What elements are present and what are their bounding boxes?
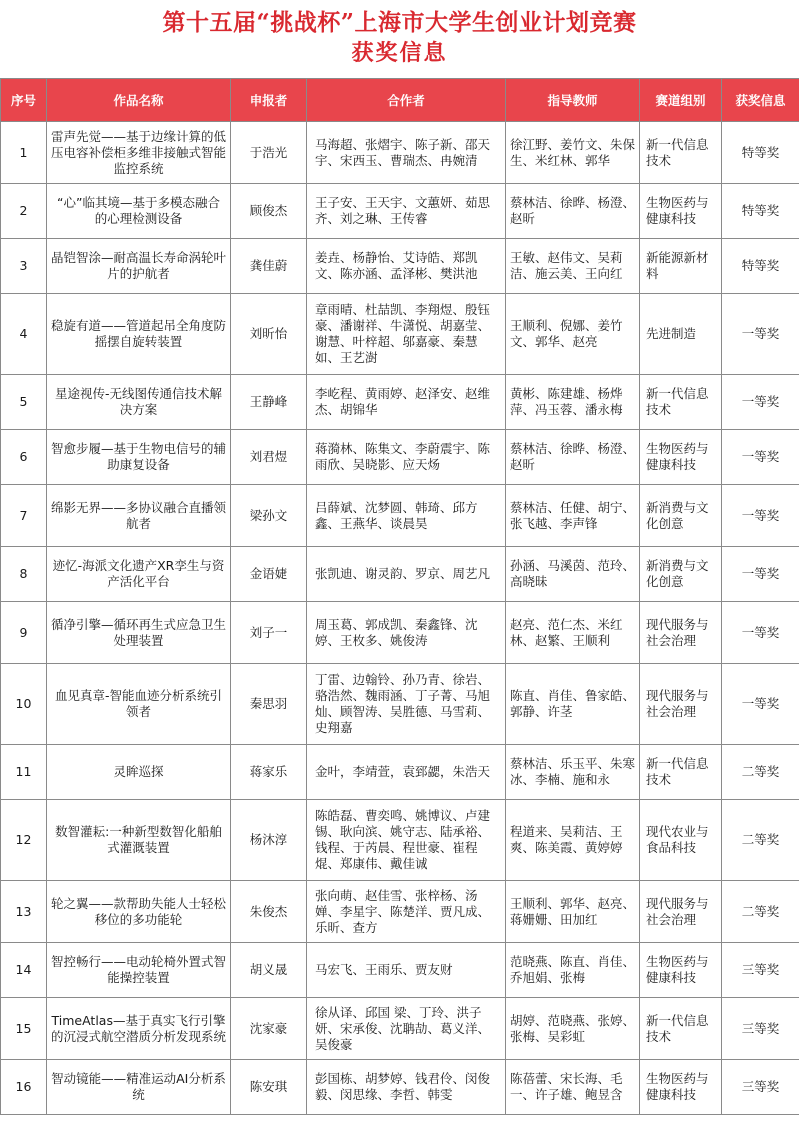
header-collaborators: 合作者 [307,79,506,122]
cell-index: 14 [1,943,47,998]
title-line-1: 第十五届“挑战杯”上海市大学生创业计划竞赛 [162,9,637,36]
table-row [1,602,799,664]
table-row [1,800,799,881]
cell-advisors: 蔡林洁、任健、胡宁、张飞越、李声锋 [506,485,640,547]
cell-advisors: 黄彬、陈建雄、杨烨萍、冯玉蓉、潘永梅 [506,375,640,430]
header-track-group: 赛道组别 [640,79,722,122]
cell-award: 一等奖 [722,375,799,430]
cell-advisors: 胡婷、范晓燕、张婷、张梅、吴彩虹 [506,998,640,1060]
cell-applicant: 刘子一 [231,602,307,664]
cell-index: 11 [1,745,47,800]
cell-advisors: 范晓燕、陈直、肖佳、乔旭娟、张梅 [506,943,640,998]
cell-award: 一等奖 [722,485,799,547]
cell-index: 6 [1,430,47,485]
cell-track-group: 现代农业与食品科技 [640,800,722,881]
cell-project-name: 绵影无界——多协议融合直播领航者 [47,485,231,547]
cell-index: 13 [1,881,47,943]
table-row [1,998,799,1060]
cell-index: 15 [1,998,47,1060]
table-row [1,184,799,239]
cell-applicant: 胡义晟 [231,943,307,998]
cell-collaborators: 丁雷、边翰铃、孙乃青、徐岩、骆浩然、魏雨涵、丁子菁、马旭灿、顾智涛、吴胜德、马雪莉、史翔嘉 [307,664,506,745]
cell-award: 三等奖 [722,943,799,998]
cell-project-name: 迹忆-海派文化遗产XR孪生与资产活化平台 [47,547,231,602]
cell-advisors: 陈蓓蕾、宋长海、毛一、许子雄、鲍昱含 [506,1060,640,1115]
page-title [0,0,799,78]
cell-applicant: 杨沐淳 [231,800,307,881]
cell-advisors: 孙涵、马溪茵、范玲、高晓昧 [506,547,640,602]
cell-collaborators: 彭国栋、胡梦婷、钱君伶、闵俊毅、闵思缘、李哲、韩雯 [307,1060,506,1115]
cell-index: 7 [1,485,47,547]
cell-collaborators: 金叶，李靖萱，袁郅勰，朱浩天 [307,745,506,800]
cell-track-group: 生物医药与健康科技 [640,943,722,998]
cell-project-name: 轮之翼——款帮助失能人士轻松移位的多功能轮 [47,881,231,943]
cell-project-name: 血见真章-智能血迹分析系统引领者 [47,664,231,745]
header-applicant: 申报者 [231,79,307,122]
cell-index: 1 [1,122,47,184]
cell-advisors: 陈直、肖佳、鲁家皓、郭静、许茎 [506,664,640,745]
header-award: 获奖信息 [722,79,799,122]
cell-index: 10 [1,664,47,745]
cell-project-name: TimeAtlas—基于真实飞行引擎的沉浸式航空潜质分析发现系统 [47,998,231,1060]
table-row [1,375,799,430]
cell-index: 5 [1,375,47,430]
cell-advisors: 赵亮、范仁杰、米红林、赵繁、王顺利 [506,602,640,664]
cell-track-group: 生物医药与健康科技 [640,1060,722,1115]
cell-track-group: 生物医药与健康科技 [640,430,722,485]
cell-advisors: 王顺利、倪娜、姜竹文、郭华、赵亮 [506,294,640,375]
cell-project-name: 智控畅行——电动轮椅外置式智能操控装置 [47,943,231,998]
header-index: 序号 [1,79,47,122]
cell-collaborators: 王子安、王天宇、文蕙妍、茹思齐、刘之琳、王传睿 [307,184,506,239]
cell-index: 9 [1,602,47,664]
table-body [1,122,799,1115]
cell-applicant: 刘昕怡 [231,294,307,375]
header-project-name: 作品名称 [47,79,231,122]
cell-collaborators: 周玉葛、郭成凯、秦鑫锋、沈婷、王枚多、姚俊涛 [307,602,506,664]
table-row [1,239,799,294]
cell-applicant: 龚佳蔚 [231,239,307,294]
cell-project-name: “心”临其境—基于多模态融合的心理检测设备 [47,184,231,239]
table-row [1,430,799,485]
cell-track-group: 新一代信息技术 [640,745,722,800]
table-header-row [1,79,799,122]
cell-award: 一等奖 [722,664,799,745]
cell-track-group: 新能源新材料 [640,239,722,294]
cell-collaborators: 徐从译、邱国 梁、丁玲、洪子妍、宋承俊、沈聃劼、葛义洋、吴俊豪 [307,998,506,1060]
cell-applicant: 于浩光 [231,122,307,184]
cell-applicant: 王静峰 [231,375,307,430]
cell-collaborators: 章雨晴、杜喆凯、李翔煜、殷钰豪、潘谢祥、牛潇悦、胡嘉莹、谢慧、叶梓超、邬嘉豪、秦慧如、王艺澍 [307,294,506,375]
cell-applicant: 金语婕 [231,547,307,602]
cell-collaborators: 蒋漪林、陈集文、李蔚震宇、陈雨欣、吴晓影、应天炀 [307,430,506,485]
cell-award: 二等奖 [722,881,799,943]
cell-applicant: 朱俊杰 [231,881,307,943]
cell-collaborators: 李屹程、黄雨婷、赵泽安、赵维杰、胡锦华 [307,375,506,430]
cell-advisors: 程道来、吴莉洁、王爽、陈美霞、黄婷婷 [506,800,640,881]
cell-award: 二等奖 [722,745,799,800]
cell-collaborators: 张凯迪、谢灵韵、罗京、周艺凡 [307,547,506,602]
header-advisors: 指导教师 [506,79,640,122]
cell-project-name: 雷声先觉——基于边缘计算的低压电容补偿柜多维非接触式智能监控系统 [47,122,231,184]
cell-project-name: 星途视传-无线图传通信技术解决方案 [47,375,231,430]
cell-index: 2 [1,184,47,239]
cell-advisors: 蔡林洁、徐晔、杨澄、赵昕 [506,184,640,239]
cell-track-group: 新一代信息技术 [640,998,722,1060]
table-row [1,122,799,184]
table-row [1,881,799,943]
cell-project-name: 数智灌耘:一种新型数智化船舶式灌溉装置 [47,800,231,881]
cell-project-name: 稳旋有道——管道起吊全角度防摇摆自旋转装置 [47,294,231,375]
cell-collaborators: 张向萌、赵佳雪、张梓杨、汤婵、李星宇、陈楚洋、贾凡成、乐昕、查方 [307,881,506,943]
cell-advisors: 蔡林洁、徐晔、杨澄、赵昕 [506,430,640,485]
cell-applicant: 蒋家乐 [231,745,307,800]
table-row [1,745,799,800]
cell-track-group: 现代服务与社会治理 [640,664,722,745]
cell-index: 3 [1,239,47,294]
cell-advisors: 王敏、赵伟文、吴莉洁、施云美、王向红 [506,239,640,294]
cell-award: 特等奖 [722,239,799,294]
cell-project-name: 灵眸巡探 [47,745,231,800]
cell-advisors: 蔡林洁、乐玉平、朱寒冰、李楠、施和永 [506,745,640,800]
cell-index: 8 [1,547,47,602]
cell-collaborators: 吕薛斌、沈梦圆、韩琦、邱方鑫、王燕华、谈晨昊 [307,485,506,547]
cell-award: 特等奖 [722,122,799,184]
table-row [1,943,799,998]
cell-advisors: 徐江野、姜竹文、朱保生、米红林、郭华 [506,122,640,184]
cell-applicant: 陈安琪 [231,1060,307,1115]
table-row [1,547,799,602]
cell-index: 16 [1,1060,47,1115]
cell-project-name: 晶铠智涂—耐高温长寿命涡轮叶片的护航者 [47,239,231,294]
cell-award: 一等奖 [722,547,799,602]
cell-collaborators: 马宏飞、王雨乐、贾友财 [307,943,506,998]
cell-award: 三等奖 [722,998,799,1060]
cell-award: 二等奖 [722,800,799,881]
cell-track-group: 新消费与文化创意 [640,547,722,602]
cell-project-name: 智动镜能——精准运动AI分析系统 [47,1060,231,1115]
cell-applicant: 沈家豪 [231,998,307,1060]
cell-track-group: 生物医药与健康科技 [640,184,722,239]
cell-track-group: 先进制造 [640,294,722,375]
cell-track-group: 现代服务与社会治理 [640,881,722,943]
cell-index: 12 [1,800,47,881]
cell-award: 一等奖 [722,602,799,664]
cell-advisors: 王顺利、郭华、赵亮、蒋姗姗、田加红 [506,881,640,943]
cell-applicant: 梁孙文 [231,485,307,547]
awards-table [0,78,799,1115]
cell-award: 特等奖 [722,184,799,239]
cell-collaborators: 陈皓磊、曹奕鸣、姚博议、卢建锡、耿向滨、姚守志、陆承裕、钱程、于芮晨、程世豪、崔程焜、郑康伟、戴佳诚 [307,800,506,881]
table-row [1,664,799,745]
cell-collaborators: 姜垚、杨静怡、艾诗皓、郑凯文、陈亦涵、孟泽彬、樊洪池 [307,239,506,294]
cell-track-group: 新一代信息技术 [640,375,722,430]
cell-project-name: 循净引擎—循环再生式应急卫生处理装置 [47,602,231,664]
cell-project-name: 智愈步履—基于生物电信号的辅助康复设备 [47,430,231,485]
cell-applicant: 刘君煜 [231,430,307,485]
cell-track-group: 新一代信息技术 [640,122,722,184]
cell-collaborators: 马海超、张熠宇、陈子新、邵天宇、宋西玉、曹瑞杰、冉婉清 [307,122,506,184]
cell-track-group: 新消费与文化创意 [640,485,722,547]
title-line-2: 获奖信息 [351,40,448,66]
cell-applicant: 顾俊杰 [231,184,307,239]
cell-award: 三等奖 [722,1060,799,1115]
cell-award: 一等奖 [722,430,799,485]
cell-applicant: 秦思羽 [231,664,307,745]
table-row [1,1060,799,1115]
table-row [1,485,799,547]
cell-award: 一等奖 [722,294,799,375]
cell-track-group: 现代服务与社会治理 [640,602,722,664]
table-row [1,294,799,375]
cell-index: 4 [1,294,47,375]
